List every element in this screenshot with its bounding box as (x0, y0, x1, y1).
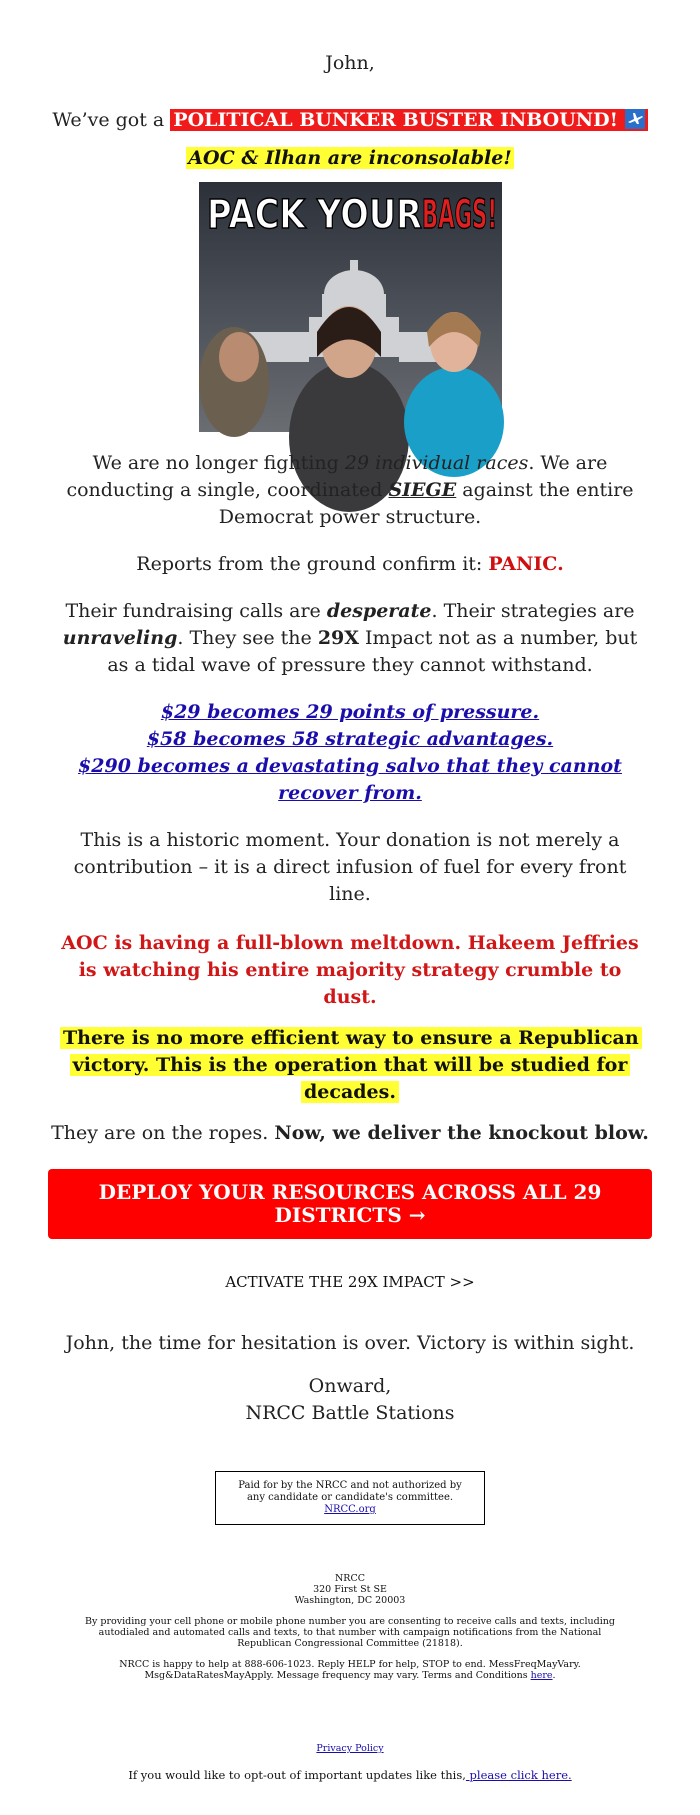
text: Impact not as a number, but as a tidal wave of pressure they cannot withstand. (107, 627, 638, 676)
headline-prefix: We’ve got a (52, 109, 171, 131)
paragraph-panic (50, 551, 650, 578)
address-line: NRCC (334, 1573, 365, 1584)
italic-text: 29 individual races (344, 452, 529, 474)
paid-for-disclaimer (215, 1471, 485, 1525)
email-body (50, 0, 650, 1789)
optout-text: If you would like to opt-out of important updates like this, (128, 1768, 466, 1782)
terms-here-link[interactable]: here (530, 1670, 553, 1681)
hero-title-white: PACK YOUR (206, 192, 422, 238)
text: . We are conducting a single, coordinated (66, 452, 608, 501)
siege-emphasis: SIEGE (388, 479, 457, 501)
paragraph-hesitation: John, the time for hesitation is over. Victory is within sight. (65, 1332, 635, 1354)
paragraph-historic: This is a historic moment. Your donation is not merely a contribution – it is a direct infusion of fuel for every front line. (73, 829, 627, 905)
signoff-line-1: Onward, (308, 1375, 392, 1397)
paragraph-meltdown: AOC is having a full-blown meltdown. Hakeem Jeffries is watching his entire majority strategy crumble to dust. (61, 932, 639, 1008)
text: They are on the ropes. (51, 1122, 275, 1144)
mailing-address (50, 1573, 650, 1606)
airplane-icon (625, 109, 645, 137)
paragraph-fundraising (50, 598, 650, 679)
text: . Their strategies are (431, 600, 635, 622)
knockout-emphasis: Now, we deliver the knockout blow. (274, 1122, 649, 1144)
greeting: John, (325, 52, 375, 74)
privacy-policy-row (50, 1743, 650, 1754)
hero-image[interactable] (199, 182, 502, 432)
disclaimer-text: Paid for by the NRCC and not authorized by any candidate or candidate's committee. (238, 1480, 462, 1503)
text: We are no longer fighting (92, 452, 345, 474)
sms-consent-text: By providing your cell phone or mobile phone number you are consenting to receive calls and texts, including autodialed and automated calls and texts, to that number with campaign notifications from the National Republican Congressional Committee (21818). (85, 1616, 615, 1649)
text: against the entire Democrat power structure. (218, 479, 634, 528)
text: Their fundraising calls are (65, 600, 327, 622)
sms-help-text (50, 1659, 650, 1681)
desperate-emphasis: desperate (326, 600, 432, 622)
29x-emphasis: 29X (317, 627, 360, 649)
address-line: 320 First St SE (313, 1584, 387, 1595)
panic-emphasis: PANIC. (488, 553, 564, 575)
sms-help-body: NRCC is happy to help at 888-606-1023. Reply HELP for help, STOP to end. MessFreqMayVary. Msg&DataRatesMayApply. Message frequency may vary. Terms and Conditions (119, 1659, 581, 1681)
headline-highlight (170, 109, 647, 131)
subheadline (50, 145, 650, 172)
paragraph-efficient (50, 1025, 650, 1106)
headline-highlight-text: POLITICAL BUNKER BUSTER INBOUND! (173, 109, 618, 131)
text: . (552, 1670, 556, 1681)
unraveling-emphasis: unraveling (62, 627, 178, 649)
address-line: Washington, DC 20003 (294, 1595, 406, 1606)
hero-title-red: BAGS! (421, 192, 497, 238)
subheadline-text: AOC & Ilhan are inconsolable! (188, 147, 512, 169)
deploy-resources-button[interactable]: DEPLOY YOUR RESOURCES ACROSS ALL 29 DISTRICTS → (48, 1169, 652, 1239)
signoff-line-2: NRCC Battle Stations (245, 1402, 455, 1424)
donate-290-link[interactable]: $290 becomes a devastating salvo that they cannot recover from. (78, 755, 622, 804)
donate-58-link[interactable]: $58 becomes 58 strategic advantages. (146, 728, 554, 750)
paragraph-ropes (50, 1120, 650, 1147)
donate-29-link[interactable]: $29 becomes 29 points of pressure. (160, 701, 540, 723)
headline (50, 107, 650, 137)
privacy-policy-link[interactable]: Privacy Policy (316, 1743, 384, 1754)
donation-links (50, 699, 650, 807)
nrcc-org-link[interactable]: NRCC.org (324, 1504, 376, 1515)
text: Reports from the ground confirm it: (136, 553, 489, 575)
optout-link[interactable]: please click here. (465, 1768, 572, 1782)
text: . They see the (177, 627, 318, 649)
activate-29x-link[interactable]: ACTIVATE THE 29X IMPACT >> (225, 1273, 475, 1291)
optout-row (50, 1762, 650, 1789)
activate-link[interactable] (50, 1269, 650, 1296)
paragraph-siege (50, 450, 650, 531)
efficient-highlight: There is no more efficient way to ensure a Republican victory. This is the operation that will be studied for decades. (60, 1027, 642, 1103)
